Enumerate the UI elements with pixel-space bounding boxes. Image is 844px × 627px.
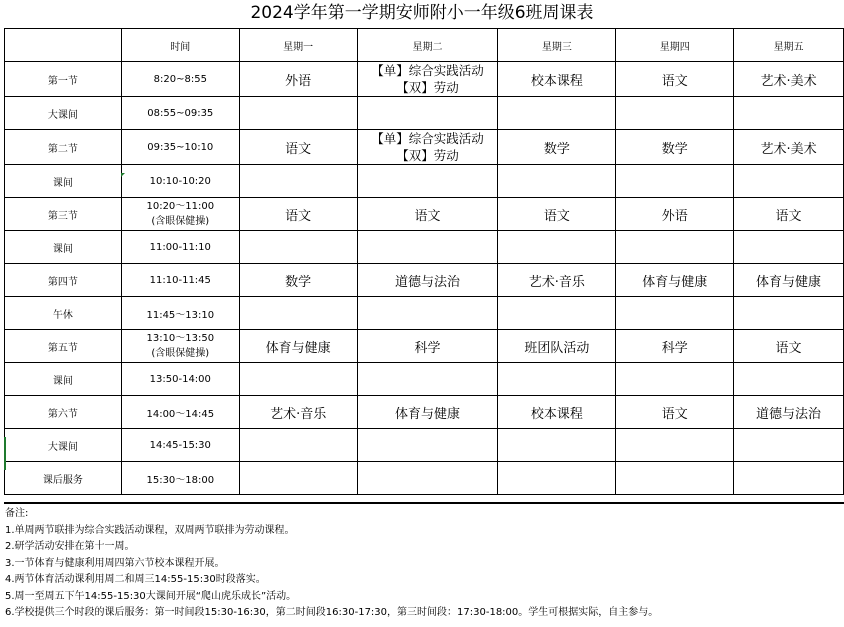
table-row: [5, 62, 844, 97]
subject-cell[interactable]: [734, 429, 844, 462]
time-cell[interactable]: 10:10-10:20: [121, 165, 239, 198]
period-cell[interactable]: 课间: [5, 231, 122, 264]
subject-cell[interactable]: 艺术·音乐: [239, 396, 357, 429]
schedule-table: [4, 28, 844, 495]
subject-cell[interactable]: [616, 462, 734, 495]
notes-section: [5, 506, 840, 622]
cell-comment-marker: [121, 173, 125, 177]
subject-cell[interactable]: 艺术·美术: [734, 130, 844, 165]
period-cell[interactable]: 第六节: [5, 396, 122, 429]
subject-cell[interactable]: [498, 363, 616, 396]
table-row: [5, 198, 844, 231]
time-cell[interactable]: 14:00～14:45: [121, 396, 239, 429]
subject-cell[interactable]: 校本课程: [498, 62, 616, 97]
table-row: [5, 429, 844, 462]
subject-cell[interactable]: [616, 429, 734, 462]
period-cell[interactable]: 第一节: [5, 62, 122, 97]
subject-cell[interactable]: [616, 97, 734, 130]
subject-cell[interactable]: [734, 231, 844, 264]
subject-cell[interactable]: [498, 165, 616, 198]
period-cell[interactable]: 课间: [5, 363, 122, 396]
subject-cell[interactable]: [616, 363, 734, 396]
period-cell[interactable]: 午休: [5, 297, 122, 330]
time-cell[interactable]: 11:45～13:10: [121, 297, 239, 330]
subject-cell[interactable]: 科学: [616, 330, 734, 363]
subject-cell[interactable]: [239, 165, 357, 198]
header-corner-cell[interactable]: [5, 29, 122, 62]
subject-cell[interactable]: [616, 297, 734, 330]
subject-cell[interactable]: 班团队活动: [498, 330, 616, 363]
time-cell[interactable]: 13:50-14:00: [121, 363, 239, 396]
header-row: [5, 29, 844, 62]
period-cell[interactable]: 大课间: [5, 97, 122, 130]
time-cell[interactable]: 13:10～13:50 (含眼保健操): [121, 330, 239, 363]
table-bottom-border: [4, 502, 844, 504]
time-cell[interactable]: 14:45-15:30: [121, 429, 239, 462]
subject-cell[interactable]: [357, 363, 498, 396]
period-cell[interactable]: 第三节: [5, 198, 122, 231]
table-row: [5, 330, 844, 363]
subject-cell[interactable]: 外语: [239, 62, 357, 97]
page-title: 2024学年第一学期安师附小一年级6班周课表: [250, 3, 594, 23]
note-item: 3.一节体育与健康利用周四第六节校本课程开展。: [5, 557, 225, 569]
table-row: [5, 264, 844, 297]
table-row: [5, 297, 844, 330]
table-row: [5, 363, 844, 396]
subject-cell[interactable]: 艺术·音乐: [498, 264, 616, 297]
subject-cell[interactable]: [734, 165, 844, 198]
subject-cell[interactable]: [357, 462, 498, 495]
period-cell[interactable]: 第五节: [5, 330, 122, 363]
period-cell[interactable]: 第二节: [5, 130, 122, 165]
note-item: 1.单周两节联排为综合实践活动课程，双周两节联排为劳动课程。: [5, 524, 295, 536]
subject-cell[interactable]: 外语: [616, 198, 734, 231]
subject-cell[interactable]: 道德与法治: [734, 396, 844, 429]
note-item: 5.周一至周五下午14:55-15:30大课间开展“爬山虎乐成长”活动。: [5, 590, 297, 602]
subject-cell[interactable]: [239, 231, 357, 264]
period-cell[interactable]: 第四节: [5, 264, 122, 297]
subject-cell[interactable]: [239, 462, 357, 495]
subject-cell[interactable]: 【单】综合实践活动 【双】劳动: [357, 62, 498, 97]
subject-cell[interactable]: [498, 231, 616, 264]
header-cell[interactable]: 星期一: [239, 29, 357, 62]
subject-cell[interactable]: 科学: [357, 330, 498, 363]
subject-cell[interactable]: 体育与健康: [239, 330, 357, 363]
subject-cell[interactable]: 【单】综合实践活动 【双】劳动: [357, 130, 498, 165]
subject-cell[interactable]: 语文: [239, 130, 357, 165]
subject-cell[interactable]: [734, 363, 844, 396]
subject-cell[interactable]: 艺术·美术: [734, 62, 844, 97]
table-row: [5, 97, 844, 130]
note-item: 6.学校提供三个时段的课后服务：第一时间段15:30-16:30，第二时间段16:30-17:30，第三时间段：17:30-18:00。学生可根据实际，自主参与。: [5, 607, 659, 618]
subject-cell[interactable]: [734, 462, 844, 495]
cell-selection-marker: [4, 437, 6, 470]
subject-cell[interactable]: 数学: [498, 130, 616, 165]
time-cell[interactable]: 08:55~09:35: [121, 97, 239, 130]
subject-cell[interactable]: [239, 363, 357, 396]
subject-cell[interactable]: [616, 231, 734, 264]
subject-cell[interactable]: [734, 297, 844, 330]
note-item: 4.两节体育活动课利用周二和周三14:55-15:30时段落实。: [5, 574, 266, 585]
subject-cell[interactable]: 校本课程: [498, 396, 616, 429]
time-cell[interactable]: 11:10-11:45: [121, 264, 239, 297]
subject-cell[interactable]: 体育与健康: [734, 264, 844, 297]
subject-cell[interactable]: [357, 97, 498, 130]
notes-heading: 备注:: [5, 508, 29, 519]
time-cell[interactable]: 09:35~10:10: [121, 130, 239, 165]
table-row: [5, 396, 844, 429]
header-cell[interactable]: 星期二: [357, 29, 498, 62]
subject-cell[interactable]: 语文: [734, 198, 844, 231]
subject-cell[interactable]: [239, 97, 357, 130]
subject-cell[interactable]: [357, 429, 498, 462]
time-cell[interactable]: 10:20～11:00 (含眼保健操): [121, 198, 239, 231]
subject-cell[interactable]: 数学: [616, 130, 734, 165]
header-cell[interactable]: 星期三: [498, 29, 616, 62]
subject-cell[interactable]: [734, 97, 844, 130]
subject-cell[interactable]: [498, 297, 616, 330]
subject-cell[interactable]: [357, 297, 498, 330]
period-cell[interactable]: 课后服务: [5, 462, 122, 495]
subject-cell[interactable]: 数学: [239, 264, 357, 297]
subject-cell[interactable]: [357, 231, 498, 264]
subject-cell[interactable]: 道德与法治: [357, 264, 498, 297]
table-row: [5, 231, 844, 264]
subject-cell[interactable]: 语文: [616, 62, 734, 97]
subject-cell[interactable]: [616, 165, 734, 198]
note-item: 2.研学活动安排在第十一周。: [5, 541, 135, 552]
header-cell[interactable]: 时间: [121, 29, 239, 62]
table-row: [5, 462, 844, 495]
time-cell[interactable]: 8:20~8:55: [121, 62, 239, 97]
subject-cell[interactable]: [357, 165, 498, 198]
table-row: [5, 130, 844, 165]
period-cell[interactable]: 课间: [5, 165, 122, 198]
subject-cell[interactable]: 体育与健康: [357, 396, 498, 429]
subject-cell[interactable]: [498, 97, 616, 130]
subject-cell[interactable]: 语文: [357, 198, 498, 231]
subject-cell[interactable]: [498, 429, 616, 462]
subject-cell[interactable]: 语文: [498, 198, 616, 231]
table-row: [5, 165, 844, 198]
subject-cell[interactable]: 体育与健康: [616, 264, 734, 297]
header-cell[interactable]: 星期四: [616, 29, 734, 62]
subject-cell[interactable]: 语文: [734, 330, 844, 363]
time-cell[interactable]: 11:00-11:10: [121, 231, 239, 264]
subject-cell[interactable]: [239, 297, 357, 330]
time-cell[interactable]: 15:30～18:00: [121, 462, 239, 495]
subject-cell[interactable]: [498, 462, 616, 495]
subject-cell[interactable]: [239, 429, 357, 462]
subject-cell[interactable]: 语文: [616, 396, 734, 429]
subject-cell[interactable]: 语文: [239, 198, 357, 231]
period-cell[interactable]: 大课间: [5, 429, 122, 462]
header-cell[interactable]: 星期五: [734, 29, 844, 62]
